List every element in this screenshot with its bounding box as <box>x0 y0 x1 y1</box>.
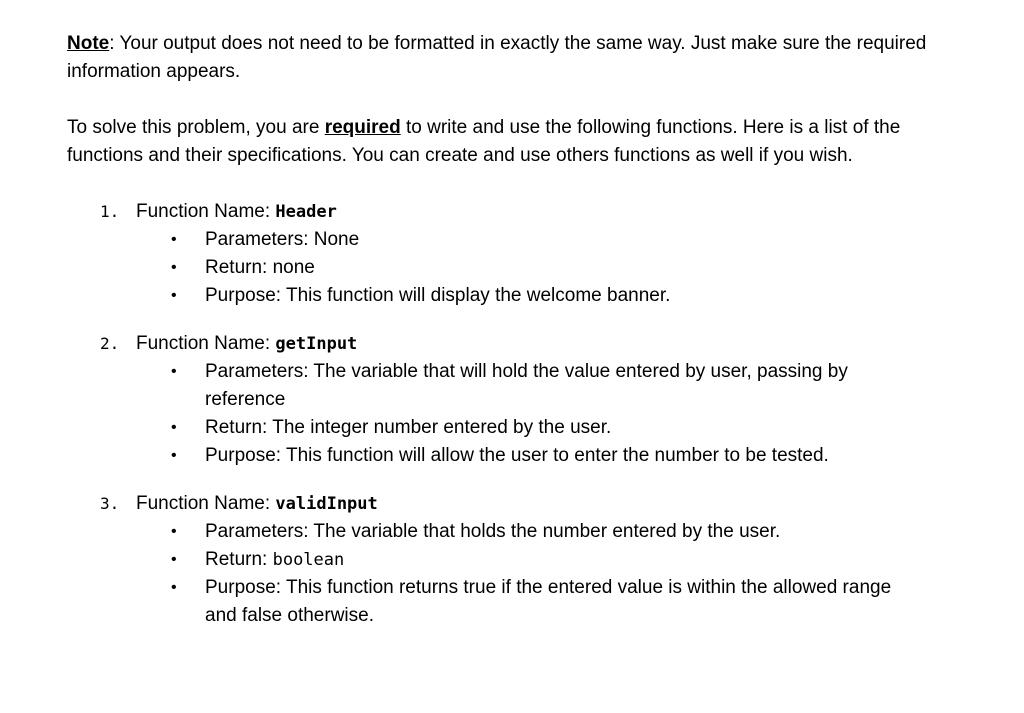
bullet-icon: • <box>171 287 177 304</box>
function-name-label: Function Name: <box>136 333 276 354</box>
intro-text-after: to write and use the following functions. Here is a list of the functions and their specifications. You can create and use others functions as well if you wish. <box>67 117 901 166</box>
bullet-icon: • <box>171 579 177 596</box>
function-spec-list <box>136 358 967 470</box>
spec-purpose-text: Purpose: This function returns true if the entered value is within the allowed range and false otherwise. <box>205 577 892 626</box>
intro-emphasis: required <box>324 117 401 138</box>
spec-parameters <box>136 226 916 254</box>
function-name: Header <box>275 202 337 222</box>
spec-return-code: boolean <box>272 550 345 570</box>
function-item-getinput <box>67 330 967 470</box>
bullet-icon: • <box>171 419 177 436</box>
function-item-validinput <box>67 490 967 630</box>
bullet-icon: • <box>171 551 177 568</box>
bullet-icon: • <box>171 259 177 276</box>
function-name-line <box>136 490 967 518</box>
function-name-line <box>136 330 967 358</box>
function-item-header <box>67 198 967 310</box>
function-number: 3. <box>100 494 120 513</box>
spec-parameters-text: Parameters: None <box>205 229 360 250</box>
spec-return <box>136 254 916 282</box>
function-spec-list <box>136 226 967 310</box>
spec-purpose <box>136 574 916 630</box>
bullet-icon: • <box>171 231 177 248</box>
function-name-label: Function Name: <box>136 201 276 222</box>
function-number: 1. <box>100 202 120 221</box>
spec-parameters <box>136 358 916 414</box>
bullet-icon: • <box>171 363 177 380</box>
spec-parameters-text: Parameters: The variable that holds the number entered by the user. <box>205 521 781 542</box>
spec-purpose-text: Purpose: This function will display the welcome banner. <box>205 285 671 306</box>
function-list <box>67 198 967 630</box>
function-spec-list <box>136 518 967 630</box>
spec-return <box>136 414 916 442</box>
spec-purpose <box>136 282 916 310</box>
function-name: getInput <box>275 334 358 354</box>
function-name-line <box>136 198 967 226</box>
spec-parameters <box>136 518 916 546</box>
function-name-label: Function Name: <box>136 493 276 514</box>
note-label: Note <box>67 33 110 54</box>
spec-parameters-text: Parameters: The variable that will hold the value entered by user, passing by reference <box>205 361 848 410</box>
function-name: validInput <box>275 494 378 514</box>
note-paragraph <box>67 30 957 86</box>
spec-return-text: Return: The integer number entered by the user. <box>205 417 612 438</box>
function-number: 2. <box>100 334 120 353</box>
intro-text-before: To solve this problem, you are <box>67 117 325 138</box>
bullet-icon: • <box>171 523 177 540</box>
bullet-icon: • <box>171 447 177 464</box>
document-page <box>67 30 967 630</box>
spec-return <box>136 546 916 574</box>
spec-purpose-text: Purpose: This function will allow the user to enter the number to be tested. <box>205 445 829 466</box>
spec-return-text: Return: <box>205 549 273 570</box>
note-text: : Your output does not need to be formatted in exactly the same way. Just make sure the required information appears. <box>67 33 927 82</box>
intro-paragraph <box>67 114 967 170</box>
spec-return-text: Return: none <box>205 257 315 278</box>
spec-purpose <box>136 442 916 470</box>
